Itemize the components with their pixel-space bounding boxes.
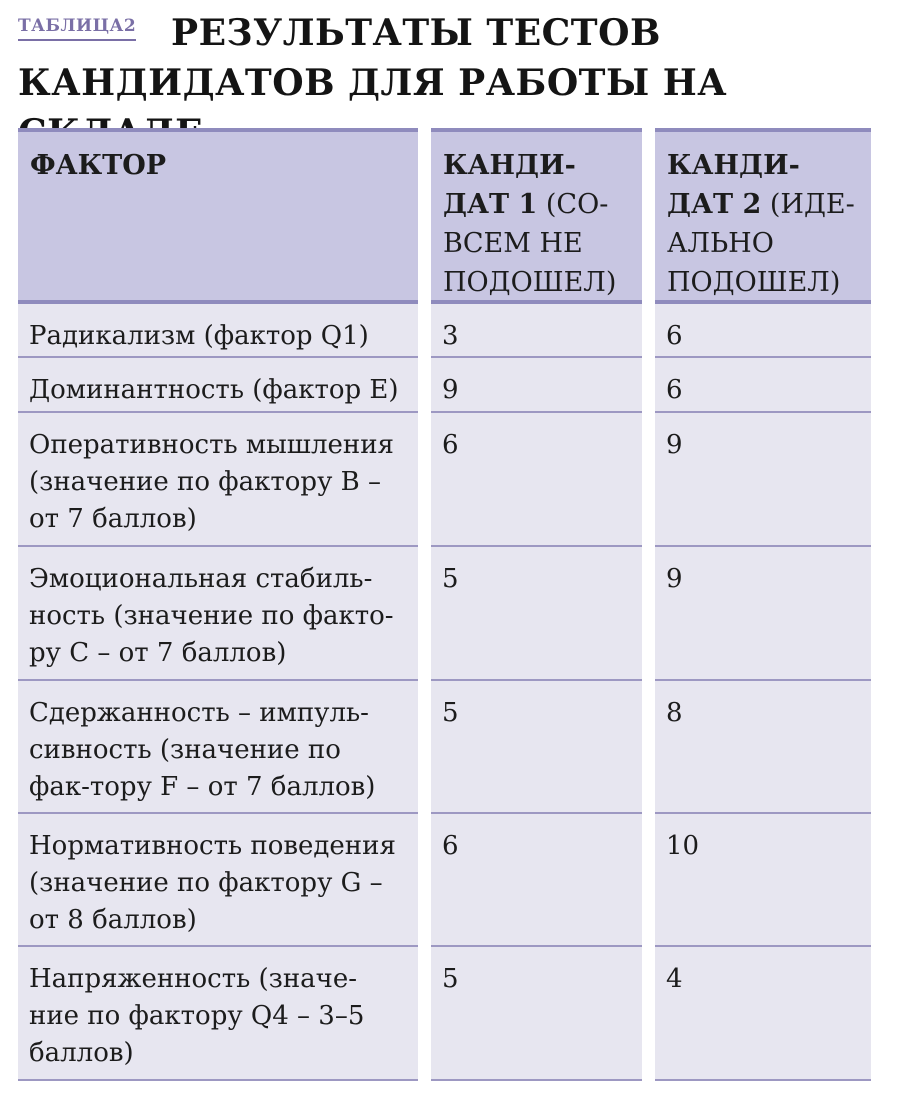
candidate-2-value: 10: [655, 814, 871, 947]
table-header: [18, 128, 871, 304]
candidate-1-value: 5: [431, 681, 642, 814]
factor-cell: Оперативность мышления (значение по фактору B – от 7 баллов): [18, 413, 418, 547]
factor-cell: Эмоциональная стабиль-ность (значение по факто-ру C – от 7 баллов): [18, 547, 418, 681]
results-table: [18, 128, 871, 1081]
factor-cell: Радикализм (фактор Q1): [18, 304, 418, 358]
candidate-1-value: 6: [431, 413, 642, 547]
candidate-1-value: 6: [431, 814, 642, 947]
table-row: [18, 814, 871, 947]
candidate-1-value: 5: [431, 547, 642, 681]
table-row: [18, 304, 871, 358]
title-text: РЕЗУЛЬТАТЫ ТЕСТОВ КАНДИДАТОВ ДЛЯ РАБОТЫ НА: [18, 12, 728, 104]
factor-cell: Сдержанность – импуль-сивность (значение по фак-тору F – от 7 баллов): [18, 681, 418, 814]
candidate-2-value: 8: [655, 681, 871, 814]
candidate-1-value: 5: [431, 947, 642, 1081]
factor-cell: Напряженность (значе-ние по фактору Q4 – 3–5 баллов): [18, 947, 418, 1081]
candidate-2-value: 9: [655, 547, 871, 681]
table-row: [18, 947, 871, 1081]
table-row: [18, 358, 871, 413]
candidate-1-value: 9: [431, 358, 642, 413]
header-candidate-1: КАНДИ-ДАТ 1 (СО-ВСЕМ НЕ ПОДОШЕЛ): [431, 128, 642, 304]
candidate-1-value: 3: [431, 304, 642, 358]
candidate-2-value: 6: [655, 304, 871, 358]
candidate-2-value: 9: [655, 413, 871, 547]
candidate-2-value: 6: [655, 358, 871, 413]
table-row: [18, 547, 871, 681]
candidate-2-value: 4: [655, 947, 871, 1081]
table-label: ТАБЛИЦА2: [18, 16, 137, 36]
table-row: [18, 413, 871, 547]
header-candidate-2: КАНДИ-ДАТ 2 (ИДЕ-АЛЬНО ПОДОШЕЛ): [655, 128, 871, 304]
table-row: [18, 681, 871, 814]
header-factor: ФАКТОР: [18, 128, 418, 304]
factor-cell: Доминантность (фактор E): [18, 358, 418, 413]
factor-cell: Нормативность поведения (значение по фактору G – от 8 баллов): [18, 814, 418, 947]
